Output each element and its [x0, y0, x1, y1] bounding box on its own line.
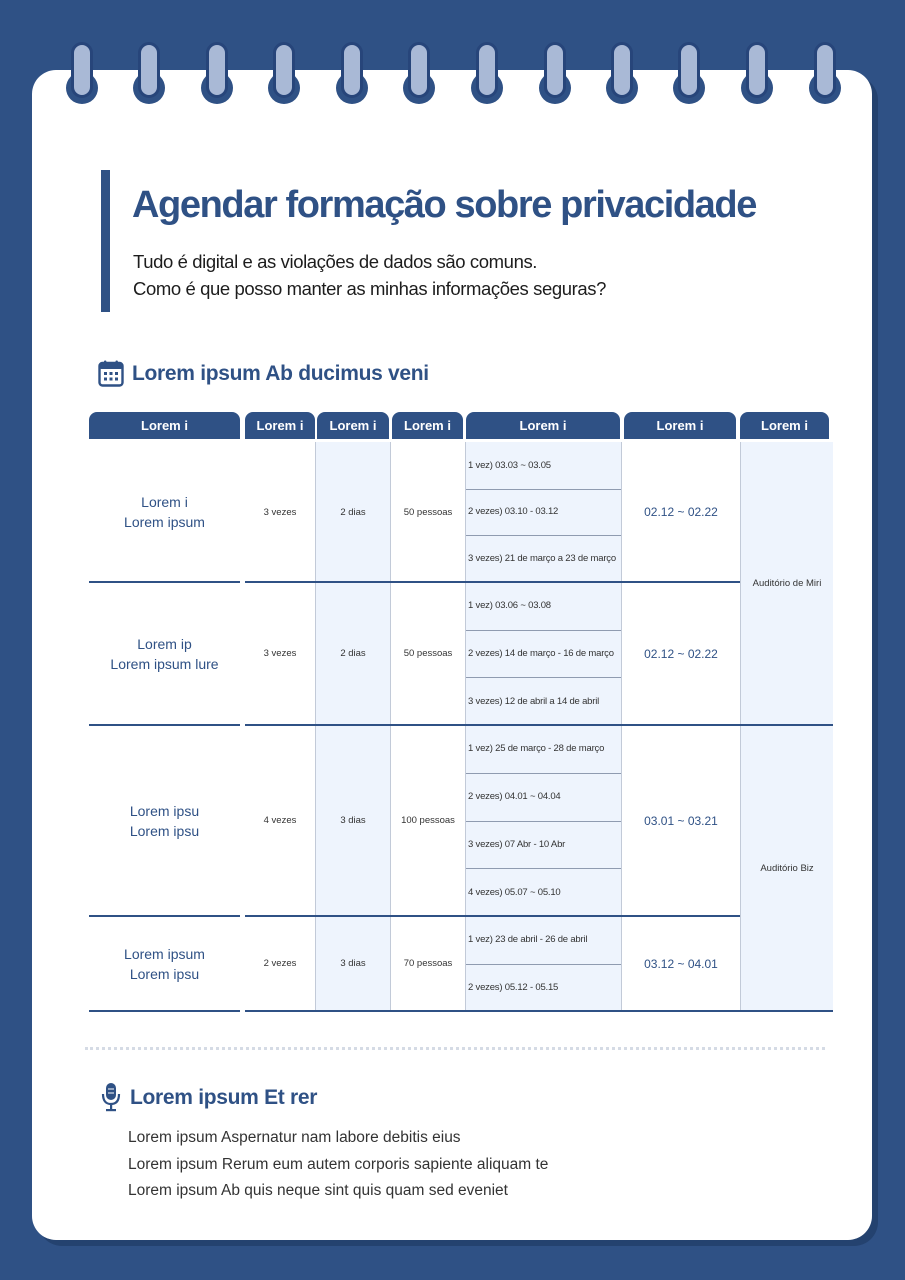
- row-name-line: Lorem ipsum lure: [110, 655, 219, 672]
- header-sessions: Lorem i: [466, 412, 620, 439]
- header-period: Lorem i: [624, 412, 736, 439]
- row-name: [89, 442, 240, 582]
- info-line-2: Lorem ipsum Rerum eum autem corporis sapiente aliquam te: [128, 1156, 549, 1173]
- row-divider: [245, 915, 740, 917]
- spiral-ring: [740, 42, 774, 104]
- header-days: Lorem i: [317, 412, 389, 439]
- session-item: 3 vezes) 07 Abr - 10 Abr: [468, 838, 566, 850]
- subtitle-line-2: Como é que posso manter as minhas informações seguras?: [133, 278, 607, 299]
- session-item: 2 vezes) 04.01 ~ 04.04: [468, 791, 561, 803]
- dotted-divider: [85, 1047, 825, 1050]
- session-item: 1 vez) 25 de março - 28 de março: [468, 743, 605, 755]
- session-item: 2 vezes) 03.10 - 03.12: [468, 506, 559, 518]
- row-divider: [89, 581, 240, 583]
- microphone-icon: [101, 1082, 121, 1112]
- page-title: Agendar formação sobre privacidade: [132, 184, 756, 226]
- info-line-3: Lorem ipsum Ab quis neque sint quis quam sed eveniet: [128, 1182, 508, 1199]
- spiral-ring: [808, 42, 842, 104]
- info-line-1: Lorem ipsum Aspernatur nam labore debitis eius: [128, 1129, 461, 1146]
- row-divider: [245, 724, 833, 726]
- spiral-ring: [65, 42, 99, 104]
- session-divider: [466, 821, 621, 822]
- session-item: 3 vezes) 12 de abril a 14 de abril: [468, 695, 600, 707]
- spiral-ring: [200, 42, 234, 104]
- row-days: 2 dias: [340, 506, 366, 518]
- session-item: 1 vez) 03.03 ~ 03.05: [468, 459, 551, 471]
- session-item: 2 vezes) 05.12 - 05.15: [468, 981, 559, 993]
- row-period: 03.12 ~ 04.01: [644, 956, 718, 971]
- spiral-ring: [672, 42, 706, 104]
- row-divider: [245, 581, 740, 583]
- session-divider: [466, 677, 621, 678]
- row-divider: [89, 1010, 240, 1012]
- row-times: 3 vezes: [263, 648, 297, 659]
- row-name-line: Lorem i: [141, 494, 188, 510]
- spiral-ring: [605, 42, 639, 104]
- venue-miri: Auditório de Miri: [752, 578, 822, 589]
- row-days: 3 dias: [340, 815, 366, 826]
- header-venue: Lorem i: [740, 412, 829, 439]
- session-divider: [466, 868, 621, 869]
- spiral-ring: [335, 42, 369, 104]
- subtitle-line-1: Tudo é digital e as violações de dados são comuns.: [133, 251, 538, 272]
- session-item: 3 vezes) 21 de março a 23 de março: [468, 553, 616, 565]
- header-people: Lorem i: [392, 412, 463, 439]
- header-name: Lorem i: [89, 412, 240, 439]
- session-divider: [466, 630, 621, 631]
- header-times: Lorem i: [245, 412, 315, 439]
- row-days: 2 dias: [340, 648, 366, 659]
- session-divider: [466, 964, 621, 965]
- row-people: 100 pessoas: [401, 815, 455, 826]
- row-times: 4 vezes: [263, 815, 297, 826]
- row-name-line: Lorem ipsu: [129, 802, 200, 819]
- session-divider: [466, 773, 621, 774]
- row-name: [89, 582, 240, 725]
- session-item: 4 vezes) 05.07 ~ 05.10: [468, 886, 561, 898]
- section-title-info: Lorem ipsum Et rer: [130, 1086, 318, 1109]
- row-days: 3 dias: [340, 958, 366, 969]
- row-name: [89, 725, 240, 916]
- spiral-ring: [267, 42, 301, 104]
- title-accent-bar: [101, 170, 110, 312]
- row-divider: [89, 915, 240, 917]
- row-times: 3 vezes: [263, 506, 297, 518]
- session-divider: [466, 535, 621, 536]
- row-divider: [89, 724, 240, 726]
- session-item: 1 vez) 23 de abril - 26 de abril: [468, 934, 588, 946]
- row-name-line: Lorem ip: [137, 635, 192, 652]
- calendar-icon: [98, 360, 124, 387]
- row-name-line: Lorem ipsu: [129, 965, 200, 982]
- row-name-line: Lorem ipsum: [124, 514, 205, 530]
- row-people: 50 pessoas: [403, 506, 453, 518]
- row-period: 02.12 ~ 02.22: [644, 505, 718, 519]
- row-period: 03.01 ~ 03.21: [644, 813, 718, 828]
- spiral-ring: [402, 42, 436, 104]
- row-people: 70 pessoas: [403, 958, 453, 969]
- row-times: 2 vezes: [263, 958, 297, 969]
- venue-biz: Auditório Biz: [760, 862, 814, 874]
- spiral-ring: [470, 42, 504, 104]
- row-name: [89, 916, 240, 1011]
- spiral-ring: [538, 42, 572, 104]
- row-name-line: Lorem ipsu: [129, 822, 200, 839]
- row-people: 50 pessoas: [403, 648, 453, 659]
- spiral-ring: [132, 42, 166, 104]
- session-item: 1 vez) 03.06 ~ 03.08: [468, 600, 551, 612]
- row-name-line: Lorem ipsum: [124, 945, 205, 962]
- section-title-schedule: Lorem ipsum Ab ducimus veni: [132, 362, 429, 385]
- session-item: 2 vezes) 14 de março - 16 de março: [468, 647, 614, 659]
- session-divider: [466, 489, 621, 490]
- row-period: 02.12 ~ 02.22: [644, 646, 718, 661]
- row-divider: [245, 1010, 833, 1012]
